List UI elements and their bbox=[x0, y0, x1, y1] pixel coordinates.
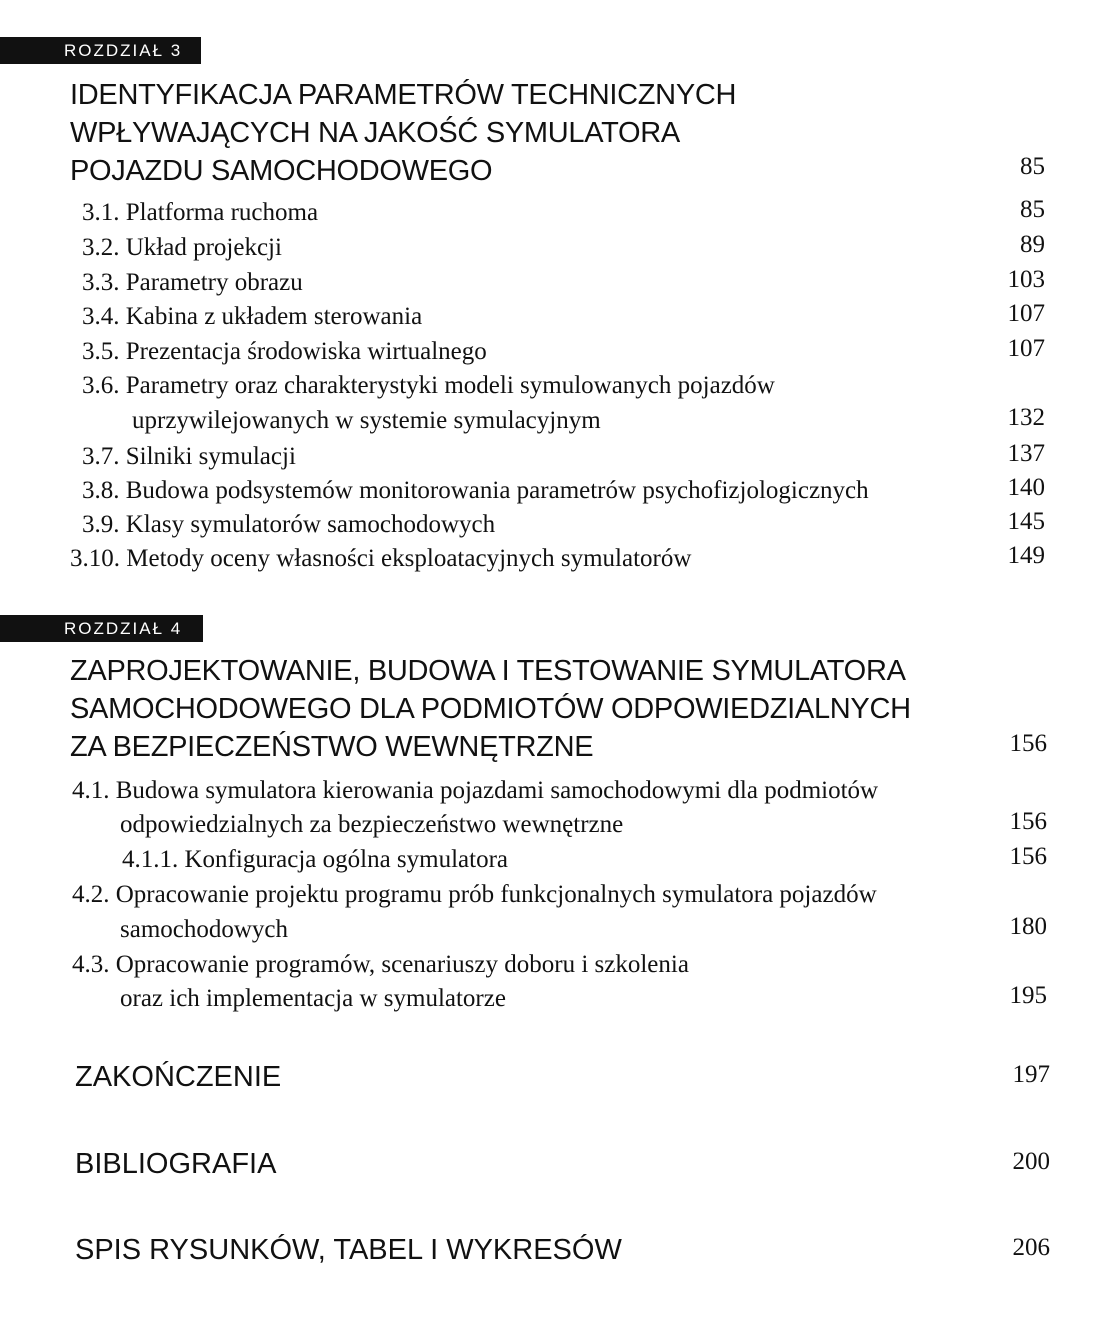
entry-title: Parametry oraz charakterystyki modeli symulowanych pojazdów bbox=[125, 372, 775, 399]
bibliography-title: BIBLIOGRAFIA bbox=[75, 1148, 277, 1180]
entry-number: 4.1. bbox=[72, 777, 110, 804]
chapter-3-page: 85 bbox=[1020, 153, 1045, 180]
chapter-3-tag: ROZDZIAŁ 3 bbox=[0, 37, 201, 64]
entry-number: 3.7. bbox=[82, 443, 120, 470]
entry-number: 4.1.1. bbox=[122, 846, 179, 873]
entry-title: Parametry obrazu bbox=[125, 269, 303, 296]
entry-title: Prezentacja środowiska wirtualnego bbox=[125, 338, 487, 365]
entry-number: 3.8. bbox=[82, 477, 120, 504]
toc-entry-4-2 bbox=[72, 880, 877, 910]
toc-entry-3-1 bbox=[82, 198, 318, 228]
chapter-4-title bbox=[70, 652, 1000, 766]
entry-page: 180 bbox=[1009, 913, 1047, 940]
chapter-4-tag: ROZDZIAŁ 4 bbox=[0, 615, 203, 642]
entry-page: 140 bbox=[1007, 474, 1045, 501]
entry-number: 3.1. bbox=[82, 199, 120, 226]
entry-number: 3.10. bbox=[70, 545, 120, 572]
toc-entry-3-8 bbox=[82, 476, 869, 506]
entry-page: 156 bbox=[1009, 843, 1047, 870]
entry-number: 4.2. bbox=[72, 881, 110, 908]
toc-entry-3-9 bbox=[82, 510, 495, 540]
toc-entry-3-10 bbox=[70, 544, 691, 574]
toc-entry-4-1-1 bbox=[122, 845, 508, 875]
entry-title: Opracowanie projektu programu prób funkcjonalnych symulatora pojazdów bbox=[115, 881, 877, 908]
entry-page: 149 bbox=[1007, 542, 1045, 569]
entry-title: Budowa podsystemów monitorowania parametrów psychofizjologicznych bbox=[125, 477, 869, 504]
entry-page: 137 bbox=[1007, 440, 1045, 467]
list-of-figures-title: SPIS RYSUNKÓW, TABEL I WYKRESÓW bbox=[75, 1234, 622, 1266]
chapter-3-title bbox=[70, 76, 1000, 190]
toc-entry-4-3-continuation: oraz ich implementacja w symulatorze bbox=[120, 985, 506, 1012]
toc-entry-3-2 bbox=[82, 233, 282, 263]
entry-title: Opracowanie programów, scenariuszy doboru i szkolenia bbox=[115, 951, 689, 978]
entry-page: 85 bbox=[1020, 196, 1045, 223]
entry-page: 107 bbox=[1007, 335, 1045, 362]
toc-entry-3-6 bbox=[82, 371, 775, 401]
entry-number: 3.3. bbox=[82, 269, 120, 296]
entry-title: Układ projekcji bbox=[125, 234, 282, 261]
conclusion-page: 197 bbox=[1012, 1061, 1050, 1088]
toc-entry-3-5 bbox=[82, 337, 487, 367]
bibliography-page: 200 bbox=[1012, 1148, 1050, 1175]
toc-entry-4-1-continuation: odpowiedzialnych za bezpieczeństwo wewnętrzne bbox=[120, 811, 624, 838]
toc-entry-3-3 bbox=[82, 268, 303, 298]
entry-number: 3.6. bbox=[82, 372, 120, 399]
entry-title: Konfiguracja ogólna symulatora bbox=[184, 846, 509, 873]
entry-page: 195 bbox=[1009, 982, 1047, 1009]
toc-entry-4-2-continuation: samochodowych bbox=[120, 916, 289, 943]
chapter-3-title-line: IDENTYFIKACJA PARAMETRÓW TECHNICZNYCH bbox=[70, 79, 737, 111]
entry-title: Platforma ruchoma bbox=[125, 199, 319, 226]
entry-page: 145 bbox=[1007, 508, 1045, 535]
toc-entry-4-3 bbox=[72, 950, 689, 980]
entry-title: Budowa symulatora kierowania pojazdami samochodowymi dla podmiotów bbox=[115, 777, 879, 804]
chapter-3-title-line: WPŁYWAJĄCYCH NA JAKOŚĆ SYMULATORA bbox=[70, 117, 680, 149]
toc-entry-4-1 bbox=[72, 776, 878, 806]
chapter-3-title-line: POJAZDU SAMOCHODOWEGO bbox=[70, 155, 493, 187]
entry-page: 89 bbox=[1020, 231, 1045, 258]
conclusion-title: ZAKOŃCZENIE bbox=[75, 1061, 282, 1093]
entry-number: 3.4. bbox=[82, 303, 120, 330]
chapter-4-title-line: ZAPROJEKTOWANIE, BUDOWA I TESTOWANIE SYMULATORA bbox=[70, 655, 906, 687]
entry-number: 4.3. bbox=[72, 951, 110, 978]
entry-number: 3.2. bbox=[82, 234, 120, 261]
entry-title: Silniki symulacji bbox=[125, 443, 296, 470]
entry-title: Kabina z układem sterowania bbox=[125, 303, 423, 330]
toc-entry-3-4 bbox=[82, 302, 422, 332]
entry-page: 132 bbox=[1007, 404, 1045, 431]
chapter-4-title-line: SAMOCHODOWEGO DLA PODMIOTÓW ODPOWIEDZIALNYCH bbox=[70, 693, 911, 725]
entry-title: Metody oceny własności eksploatacyjnych symulatorów bbox=[126, 545, 692, 572]
chapter-4-title-line: ZA BEZPIECZEŃSTWO WEWNĘTRZNE bbox=[70, 731, 594, 763]
entry-title: Klasy symulatorów samochodowych bbox=[125, 511, 496, 538]
toc-entry-3-7 bbox=[82, 442, 296, 472]
entry-number: 3.5. bbox=[82, 338, 120, 365]
entry-page: 103 bbox=[1007, 266, 1045, 293]
entry-number: 3.9. bbox=[82, 511, 120, 538]
list-of-figures-page: 206 bbox=[1012, 1234, 1050, 1261]
entry-page: 107 bbox=[1007, 300, 1045, 327]
chapter-4-page: 156 bbox=[1009, 730, 1047, 757]
toc-entry-3-6-continuation: uprzywilejowanych w systemie symulacyjnym bbox=[132, 407, 601, 434]
entry-page: 156 bbox=[1009, 808, 1047, 835]
